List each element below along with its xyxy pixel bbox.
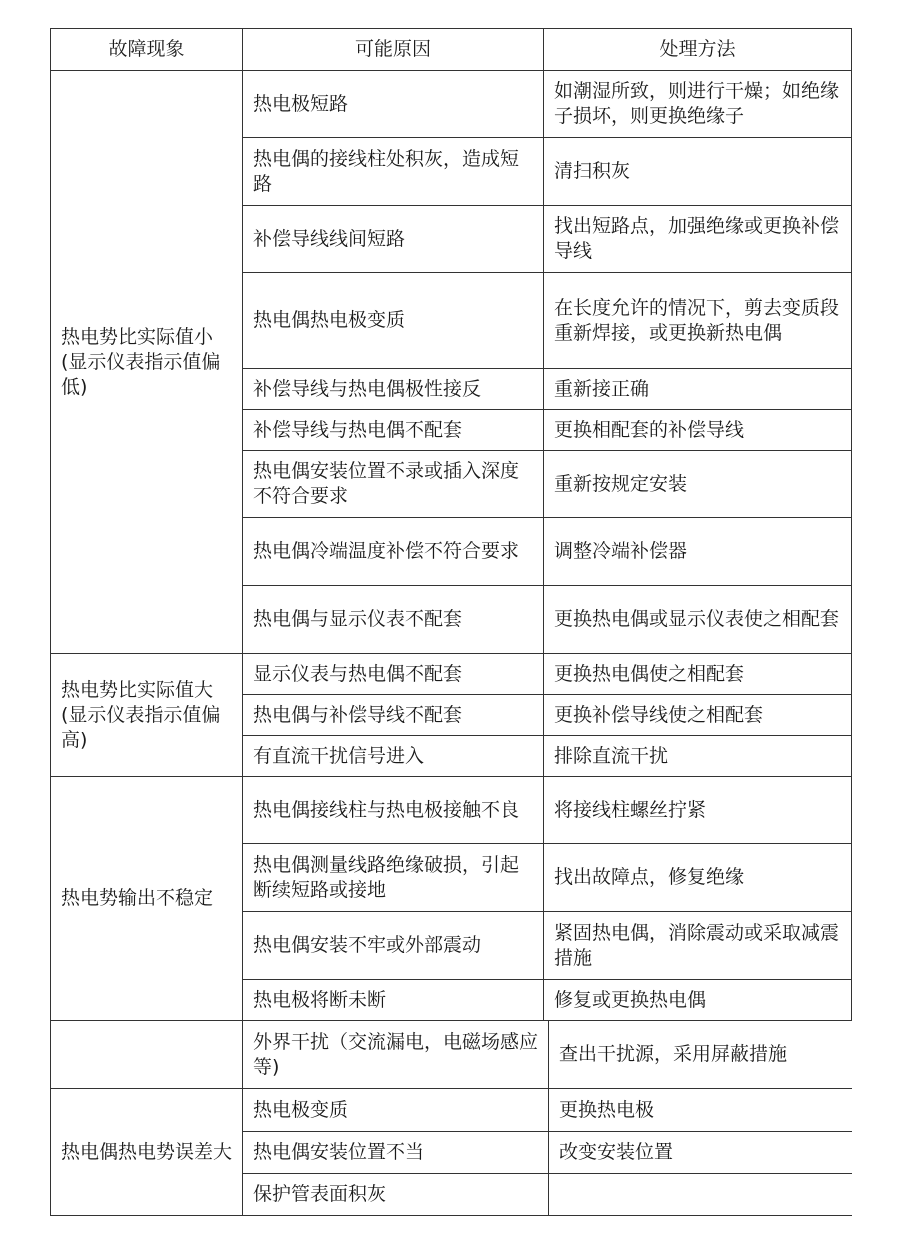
- table-row: [51, 654, 852, 695]
- phenomenon-cell: 热电势比实际值大(显示仪表指示值偏高): [51, 654, 243, 777]
- method-cell: 找出短路点，加强绝缘或更换补偿导线: [544, 206, 852, 273]
- method-cell: 更换补偿导线使之相配套: [544, 695, 852, 736]
- header-cause: 可能原因: [243, 29, 544, 71]
- cause-cell: 保护管表面积灰: [243, 1174, 549, 1216]
- cause-cell: 热电偶安装位置不录或插入深度不符合要求: [243, 451, 544, 518]
- header-method: 处理方法: [544, 29, 852, 71]
- method-cell: 重新按规定安装: [544, 451, 852, 518]
- cause-cell: 补偿导线与热电偶极性接反: [243, 369, 544, 410]
- cause-cell: 热电偶与补偿导线不配套: [243, 695, 544, 736]
- method-cell: 更换热电偶或显示仪表使之相配套: [544, 586, 852, 654]
- cause-cell: 热电偶冷端温度补偿不符合要求: [243, 518, 544, 586]
- cause-cell: 热电偶热电极变质: [243, 273, 544, 369]
- phenomenon-cell: [51, 1021, 243, 1089]
- cause-cell: 热电极将断未断: [243, 980, 544, 1021]
- cause-cell: 外界干扰（交流漏电，电磁场感应等): [243, 1021, 549, 1089]
- cause-cell: 补偿导线与热电偶不配套: [243, 410, 544, 451]
- cause-cell: 热电偶安装位置不当: [243, 1132, 549, 1174]
- method-cell: 更换相配套的补偿导线: [544, 410, 852, 451]
- phenomenon-cell: 热电偶热电势误差大: [51, 1089, 243, 1216]
- method-cell: 紧固热电偶，消除震动或采取减震措施: [544, 912, 852, 980]
- header-phenomenon: 故障现象: [51, 29, 243, 71]
- fault-table: [50, 28, 852, 1021]
- table-row: [51, 777, 852, 844]
- method-cell: 如潮湿所致，则进行干燥；如绝缘子损坏，则更换绝缘子: [544, 71, 852, 138]
- method-cell: 修复或更换热电偶: [544, 980, 852, 1021]
- cause-cell: 热电偶的接线柱处积灰，造成短路: [243, 138, 544, 206]
- cause-cell: 热电偶接线柱与热电极接触不良: [243, 777, 544, 844]
- method-cell: 将接线柱螺丝拧紧: [544, 777, 852, 844]
- cause-cell: 热电偶与显示仪表不配套: [243, 586, 544, 654]
- cause-cell: 热电偶测量线路绝缘破损，引起断续短路或接地: [243, 844, 544, 912]
- method-cell: 在长度允许的情况下，剪去变质段重新焊接，或更换新热电偶: [544, 273, 852, 369]
- table-row: [51, 1021, 852, 1089]
- method-cell: [549, 1174, 852, 1216]
- fault-table-continued: [50, 1020, 852, 1216]
- method-cell: 改变安装位置: [549, 1132, 852, 1174]
- method-cell: 找出故障点，修复绝缘: [544, 844, 852, 912]
- cause-cell: 热电极变质: [243, 1089, 549, 1132]
- cause-cell: 热电偶安装不牢或外部震动: [243, 912, 544, 980]
- cause-cell: 补偿导线线间短路: [243, 206, 544, 273]
- method-cell: 调整冷端补偿器: [544, 518, 852, 586]
- method-cell: 更换热电极: [549, 1089, 852, 1132]
- phenomenon-cell: 热电势输出不稳定: [51, 777, 243, 1021]
- phenomenon-cell: 热电势比实际值小(显示仪表指示值偏低): [51, 71, 243, 654]
- method-cell: 排除直流干扰: [544, 736, 852, 777]
- table-row: [51, 1089, 852, 1132]
- method-cell: 清扫积灰: [544, 138, 852, 206]
- method-cell: 更换热电偶使之相配套: [544, 654, 852, 695]
- cause-cell: 显示仪表与热电偶不配套: [243, 654, 544, 695]
- method-cell: 查出干扰源，采用屏蔽措施: [549, 1021, 852, 1089]
- cause-cell: 有直流干扰信号进入: [243, 736, 544, 777]
- cause-cell: 热电极短路: [243, 71, 544, 138]
- method-cell: 重新接正确: [544, 369, 852, 410]
- table-row: [51, 71, 852, 138]
